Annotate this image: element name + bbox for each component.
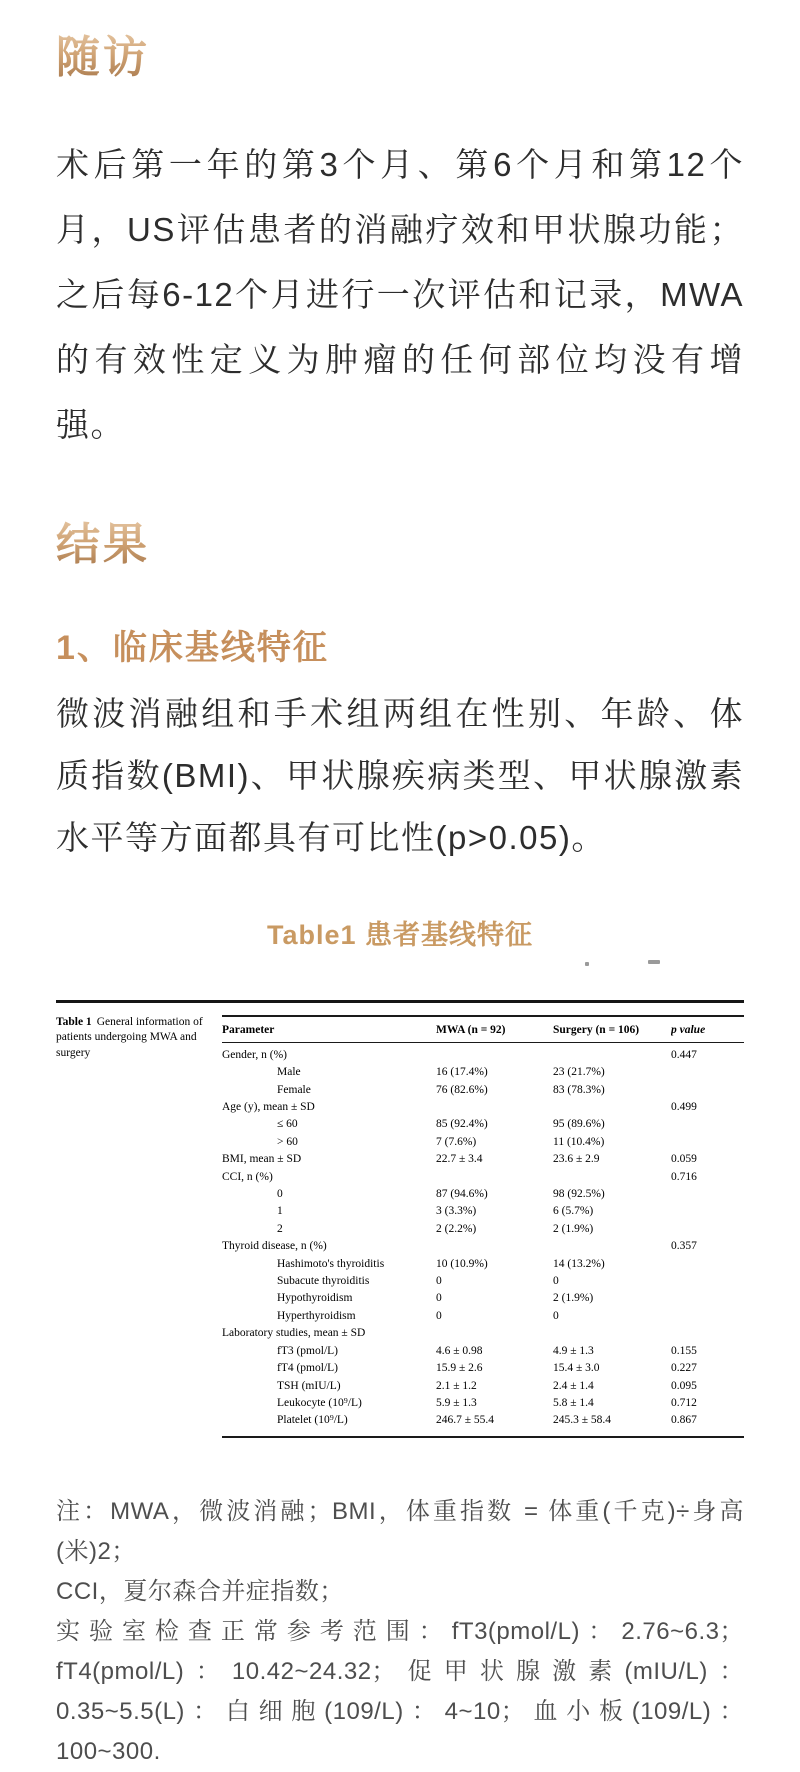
table-cell-surgery: 95 (89.6%) — [553, 1118, 605, 1131]
table-cell-mwa: 16 (17.4%) — [436, 1066, 488, 1079]
table-cell-mwa: 87 (94.6%) — [436, 1188, 488, 1201]
table-row — [222, 1238, 744, 1255]
section-heading-results: 结果 — [56, 520, 150, 570]
table-cell-p — [671, 1308, 744, 1325]
scan-artifact — [585, 962, 589, 966]
table-row — [222, 1064, 744, 1081]
table-cell-surgery: 23.6 ± 2.9 — [553, 1153, 600, 1166]
table-cell-param: Female — [277, 1083, 311, 1096]
table-row — [222, 1395, 744, 1412]
table-cell-surgery: 14 (13.2%) — [553, 1257, 605, 1270]
table-cell-surgery — [553, 1169, 671, 1186]
table-cell-p: 0.716 — [671, 1170, 697, 1183]
table-caption-text: General information of patients undergoing MWA and surgery — [56, 1015, 203, 1059]
table-cell-surgery: 11 (10.4%) — [553, 1135, 605, 1148]
table-row — [222, 1325, 744, 1342]
table-cell-param: 0 — [277, 1188, 283, 1201]
table — [222, 1015, 744, 1438]
table-cell-p — [671, 1273, 744, 1290]
scan-artifact — [648, 960, 660, 964]
table-figure — [56, 1000, 744, 1438]
table-cell-param: Male — [277, 1066, 301, 1079]
table-title: Table1 患者基线特征 — [266, 919, 534, 950]
table-cell-mwa — [436, 1099, 553, 1116]
table-cell-mwa — [436, 1047, 553, 1064]
table-cell-p: 0.499 — [671, 1101, 697, 1113]
table-cell-mwa: 4.6 ± 0.98 — [436, 1344, 483, 1357]
footnote-line: CCI，夏尔森合并症指数； — [56, 1577, 344, 1605]
table-cell-mwa: 10 (10.9%) — [436, 1257, 488, 1270]
table-cell-surgery — [553, 1099, 671, 1116]
table-row — [222, 1116, 744, 1133]
table-row — [222, 1151, 744, 1168]
table-cell-param: Hypothyroidism — [277, 1292, 353, 1305]
table-caption-label: Table 1 — [56, 1015, 92, 1028]
subsection-heading-baseline: 1、临床基线特征 — [56, 628, 329, 667]
followup-paragraph: 术后第一年的第3个月、第6个月和第12个月，US评估患者的消融疗效和甲状腺功能；之后每6-12个月进行一次评估和记录，MWA的有效性定义为肿瘤的任何部位均没有增强。 — [56, 146, 744, 444]
table-cell-param: 1 — [277, 1205, 283, 1218]
table-cell-mwa: 76 (82.6%) — [436, 1083, 488, 1096]
table-cell-surgery: 23 (21.7%) — [553, 1066, 605, 1079]
table-cell-p — [671, 1290, 744, 1307]
table-cell-mwa: 2 (2.2%) — [436, 1222, 477, 1235]
table-cell-param: Subacute thyroiditis — [277, 1275, 370, 1288]
table-row — [222, 1360, 744, 1377]
table-cell-param: Hyperthyroidism — [277, 1309, 356, 1322]
table-cell-param: Age (y), mean ± SD — [222, 1101, 315, 1113]
table-cell-mwa: 7 (7.6%) — [436, 1135, 477, 1148]
footnote-line: 实验室检查正常参考范围：fT3(pmol/L)：2.76~6.3；fT4(pmol/L)：10.42~24.32；促甲状腺激素(mIU/L)：0.35~5.5(L)：白细胞(109/L)：4~10；血小板(109/L)：100~300. — [56, 1617, 744, 1765]
table-cell-p — [671, 1203, 744, 1220]
footnote-line: 注：MWA，微波消融；BMI，体重指数 = 体重(千克)÷身高(米)2； — [56, 1497, 744, 1565]
table-row — [222, 1378, 744, 1395]
column-header-pvalue: p value — [671, 1023, 706, 1036]
table-row — [222, 1082, 744, 1099]
table-row — [222, 1221, 744, 1238]
table-cell-p: 0.227 — [671, 1362, 697, 1375]
column-header-mwa: MWA (n = 92) — [436, 1023, 506, 1036]
table-cell-p — [671, 1082, 744, 1099]
table-row — [222, 1047, 744, 1064]
table-row — [222, 1273, 744, 1290]
table-cell-param: ≤ 60 — [277, 1118, 298, 1131]
table-cell-surgery: 0 — [553, 1309, 559, 1322]
table-cell-surgery: 2 (1.9%) — [553, 1292, 594, 1305]
table-cell-mwa: 0 — [436, 1292, 442, 1305]
table-row — [222, 1134, 744, 1151]
table-cell-param: Laboratory studies, mean ± SD — [222, 1327, 366, 1340]
table-row — [222, 1343, 744, 1360]
table-cell-mwa: 246.7 ± 55.4 — [436, 1414, 495, 1427]
table-cell-p: 0.867 — [671, 1414, 697, 1427]
table-cell-param: 2 — [277, 1222, 283, 1235]
table-cell-mwa: 85 (92.4%) — [436, 1118, 488, 1131]
table-cell-surgery: 98 (92.5%) — [553, 1188, 605, 1201]
table-cell-p: 0.447 — [671, 1048, 697, 1061]
table-cell-mwa — [436, 1325, 553, 1342]
column-header-surgery: Surgery (n = 106) — [553, 1023, 640, 1036]
table-cell-param: Leukocyte (10⁹/L) — [277, 1396, 362, 1409]
table-cell-surgery: 0 — [553, 1275, 559, 1288]
table-row — [222, 1412, 744, 1429]
table-cell-mwa: 15.9 ± 2.6 — [436, 1362, 483, 1375]
table-cell-surgery: 4.9 ± 1.3 — [553, 1344, 594, 1357]
table-cell-p: 0.095 — [671, 1379, 697, 1392]
table-cell-param: BMI, mean ± SD — [222, 1153, 302, 1166]
table-cell-p: 0.357 — [671, 1240, 697, 1253]
table-cell-surgery — [553, 1325, 671, 1342]
table-caption — [56, 1015, 222, 1438]
table-row — [222, 1256, 744, 1273]
table-cell-surgery: 83 (78.3%) — [553, 1083, 605, 1096]
table-cell-mwa — [436, 1238, 553, 1255]
table-cell-p — [671, 1256, 744, 1273]
results-paragraph: 微波消融组和手术组两组在性别、年龄、体质指数(BMI)、甲状腺疾病类型、甲状腺激素水平等方面都具有可比性(p>0.05)。 — [56, 694, 744, 856]
column-header-parameter: Parameter — [222, 1023, 275, 1036]
table-cell-surgery — [553, 1238, 671, 1255]
table-row — [222, 1186, 744, 1203]
table-cell-param: TSH (mIU/L) — [277, 1379, 341, 1392]
table-cell-surgery: 6 (5.7%) — [553, 1205, 594, 1218]
table-cell-param: fT4 (pmol/L) — [277, 1362, 338, 1375]
table-cell-mwa: 5.9 ± 1.3 — [436, 1396, 477, 1409]
table-cell-param: Hashimoto's thyroiditis — [277, 1257, 385, 1270]
table-cell-p — [671, 1116, 744, 1133]
table-cell-mwa: 2.1 ± 1.2 — [436, 1379, 477, 1392]
table-cell-p: 0.712 — [671, 1396, 697, 1409]
table-cell-surgery: 2.4 ± 1.4 — [553, 1379, 594, 1392]
table-cell-p: 0.155 — [671, 1344, 697, 1357]
table-cell-param: Platelet (10⁹/L) — [277, 1414, 348, 1427]
table-cell-mwa: 0 — [436, 1309, 442, 1322]
table-row — [222, 1169, 744, 1186]
table-cell-p — [671, 1221, 744, 1238]
table-cell-p — [671, 1134, 744, 1151]
table-row — [222, 1290, 744, 1307]
table-cell-p — [671, 1325, 744, 1342]
table-cell-surgery: 2 (1.9%) — [553, 1222, 594, 1235]
section-heading-followup: 随访 — [56, 33, 150, 82]
table-cell-surgery: 15.4 ± 3.0 — [553, 1362, 600, 1375]
table-cell-mwa — [436, 1169, 553, 1186]
table-cell-param: Gender, n (%) — [222, 1048, 287, 1061]
table-cell-p: 0.059 — [671, 1153, 697, 1166]
table-cell-param: CCI, n (%) — [222, 1170, 273, 1183]
table-cell-mwa: 0 — [436, 1275, 442, 1288]
table-cell-mwa: 22.7 ± 3.4 — [436, 1153, 483, 1166]
table-cell-param: fT3 (pmol/L) — [277, 1344, 338, 1357]
table-cell-p — [671, 1186, 744, 1203]
table-header-row — [222, 1015, 744, 1043]
table-cell-mwa: 3 (3.3%) — [436, 1205, 477, 1218]
table-cell-surgery: 245.3 ± 58.4 — [553, 1414, 612, 1427]
table-cell-param: > 60 — [277, 1135, 298, 1148]
table-cell-p — [671, 1064, 744, 1081]
table-row — [222, 1099, 744, 1116]
table-cell-surgery — [553, 1047, 671, 1064]
footnote — [56, 1492, 744, 1772]
table-cell-param: Thyroid disease, n (%) — [222, 1240, 327, 1253]
table-row — [222, 1308, 744, 1325]
table-cell-surgery: 5.8 ± 1.4 — [553, 1396, 594, 1409]
table-row — [222, 1203, 744, 1220]
table-rows — [222, 1043, 744, 1430]
